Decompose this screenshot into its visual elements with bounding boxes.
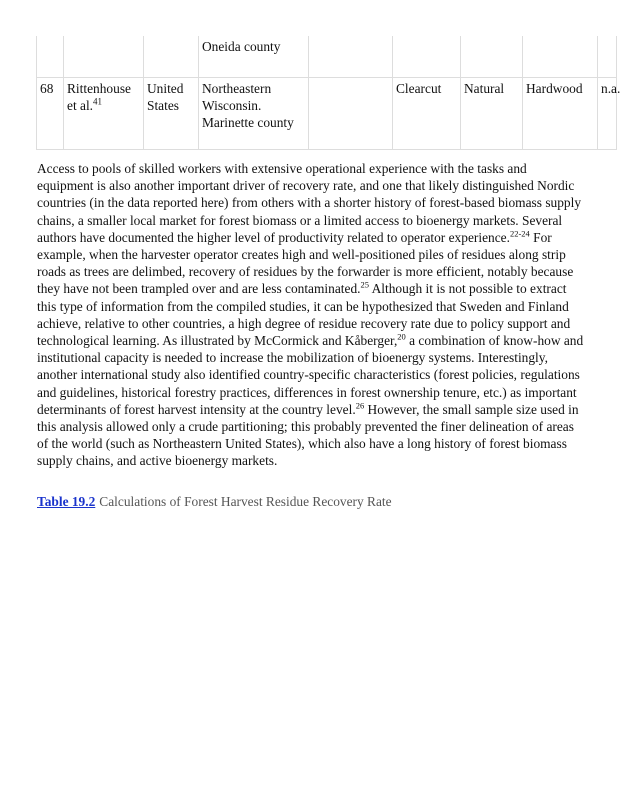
cell-tree-type: Hardwood (523, 78, 598, 150)
cell-tree-type (523, 36, 598, 78)
paragraph-text: a combination of know-how and institutional capacity is needed to increase the mobilization of bioenergy systems. Interestingly, another international study also identified country-specific characteristics (forest policies, regulations and guidelines, historical forestry practices, differences in forest ownership tenure, etc.) as important determinants of forest harvest intensity at the country level. (37, 333, 584, 417)
body-paragraph (37, 160, 584, 470)
cell-extra (598, 36, 617, 78)
cell-country (144, 36, 199, 78)
caption-text: Calculations of Forest Harvest Residue Recovery Rate (99, 494, 392, 509)
table-row (37, 36, 617, 78)
cell-forest-type: Natural (461, 78, 523, 150)
citation-ref[interactable]: 26 (355, 400, 365, 411)
cell-authors (64, 36, 144, 78)
data-table (36, 36, 620, 150)
table-link[interactable]: Table 19.2 (37, 494, 96, 509)
paragraph-text: Although it is not possible to extract this type of information from the compiled studies, it can be hypothesized that Sweden and Finland achieve, relative to other countries, a high degree of residue recovery rate due to policy support and technological learning. As illustrated by McCormick and Kåberger, (37, 281, 571, 349)
citation-ref[interactable]: 25 (360, 279, 369, 290)
paragraph-text: For example, when the harvester operator creates high and well-positioned piles of residues along strip roads as trees are delimbed, recovery of residues by the forwarder is more efficient, notably because they have not been trampled over and are less contaminated. (37, 229, 574, 297)
cell-authors (64, 78, 144, 150)
author-names: Rittenhouse et al. (67, 81, 131, 113)
table-fragment (36, 36, 620, 152)
cell-extra: n.a. (598, 78, 617, 150)
cell-country: United States (144, 78, 199, 150)
paragraph-text: However, the small sample size used in this analysis allowed only a crude partitioning; this probably prevented the finer delineation of areas of the world (such as Northeastern United States), which also have a long history of forest biomass supply chains, and active bioenergy markets. (37, 401, 579, 469)
cell-col5 (309, 36, 393, 78)
cell-number: 68 (37, 78, 64, 150)
paragraph-text: Access to pools of skilled workers with extensive operational experience with the tasks and equipment is also another important driver of recovery rate, and one that likely distinguished Nordic countries (in the data reported here) from others with a shorter history of forest-based biomass supply chains, a smaller local market for forest biomass or a limited access to bioenergy markets. Several authors have documented the higher level of productivity related to operator experience. (37, 161, 582, 245)
citation-ref[interactable]: 22-24 (509, 228, 530, 239)
citation-ref[interactable]: 20 (397, 331, 406, 342)
cell-method: Clearcut (393, 78, 461, 150)
cell-col5 (309, 78, 393, 150)
citation-ref[interactable]: 41 (93, 96, 103, 107)
table-caption (37, 493, 584, 510)
cell-number (37, 36, 64, 78)
cell-method (393, 36, 461, 78)
cell-location: Oneida county (199, 36, 309, 78)
cell-location: Northeastern Wisconsin. Marinette county (199, 78, 309, 150)
cell-forest-type (461, 36, 523, 78)
table-row (37, 78, 617, 150)
